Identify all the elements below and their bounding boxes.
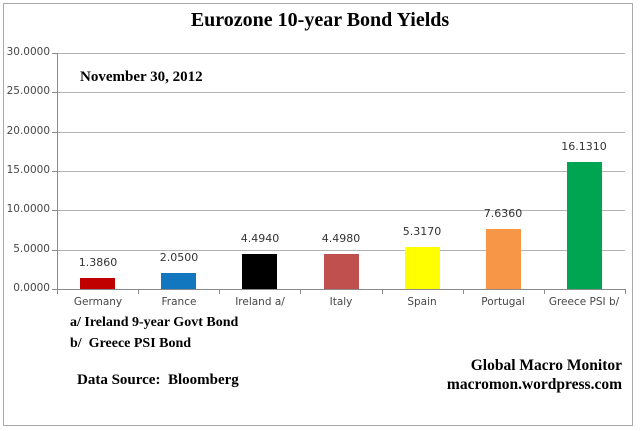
footnote-greece: b/ Greece PSI Bond bbox=[70, 336, 192, 351]
y-tick-label: 0.0000 bbox=[13, 282, 50, 294]
credit-block bbox=[447, 356, 622, 394]
bar-ireland-a bbox=[242, 254, 277, 289]
x-tick-mark bbox=[138, 289, 139, 294]
bar-italy bbox=[324, 254, 359, 289]
bar-value-label: 7.6360 bbox=[483, 207, 523, 220]
x-tick-mark bbox=[463, 289, 464, 294]
x-tick-mark bbox=[544, 289, 545, 294]
x-tick-mark bbox=[625, 289, 626, 294]
bar-value-label: 5.3170 bbox=[402, 225, 442, 238]
bar-france bbox=[161, 273, 196, 289]
category-label: Italy bbox=[329, 296, 353, 308]
gridline bbox=[57, 132, 625, 133]
category-label: Germany bbox=[73, 296, 123, 308]
bar-value-label: 16.1310 bbox=[561, 140, 607, 153]
x-tick-mark bbox=[57, 289, 58, 294]
gridline bbox=[57, 92, 625, 93]
x-tick-mark bbox=[219, 289, 220, 294]
y-tick-label: 25.0000 bbox=[6, 85, 50, 97]
footnote-ireland: a/ Ireland 9-year Govt Bond bbox=[70, 315, 239, 330]
category-label: Greece PSI b/ bbox=[548, 296, 620, 308]
data-source-note: Data Source: Bloomberg bbox=[77, 372, 239, 388]
category-label: Ireland a/ bbox=[235, 296, 285, 308]
bar-value-label: 1.3860 bbox=[78, 256, 118, 269]
bar-portugal bbox=[486, 229, 521, 289]
y-tick-label: 15.0000 bbox=[6, 164, 50, 176]
bar-spain bbox=[405, 247, 440, 289]
credit-url: macromon.wordpress.com bbox=[446, 376, 622, 393]
gridline bbox=[57, 53, 625, 54]
bar-value-label: 2.0500 bbox=[159, 251, 199, 264]
x-tick-mark bbox=[300, 289, 301, 294]
y-tick-label: 5.0000 bbox=[13, 243, 50, 255]
bar-value-label: 4.4980 bbox=[321, 232, 361, 245]
y-tick-label: 10.0000 bbox=[6, 203, 50, 215]
x-axis-line bbox=[57, 289, 626, 290]
y-tick-label: 30.0000 bbox=[6, 46, 50, 58]
bar-germany bbox=[80, 278, 115, 289]
y-tick-label: 20.0000 bbox=[6, 125, 50, 137]
category-label: Portugal bbox=[481, 296, 525, 308]
bar-greece-psi-b bbox=[567, 162, 602, 289]
bar-value-label: 4.4940 bbox=[240, 232, 280, 245]
chart-title: Eurozone 10-year Bond Yields bbox=[190, 9, 450, 31]
category-label: Spain bbox=[407, 296, 437, 308]
credit-name: Global Macro Monitor bbox=[470, 357, 622, 374]
x-tick-mark bbox=[382, 289, 383, 294]
y-axis-line bbox=[57, 53, 58, 289]
date-annotation: November 30, 2012 bbox=[80, 69, 203, 85]
gridline bbox=[57, 171, 625, 172]
category-label: France bbox=[161, 296, 197, 308]
